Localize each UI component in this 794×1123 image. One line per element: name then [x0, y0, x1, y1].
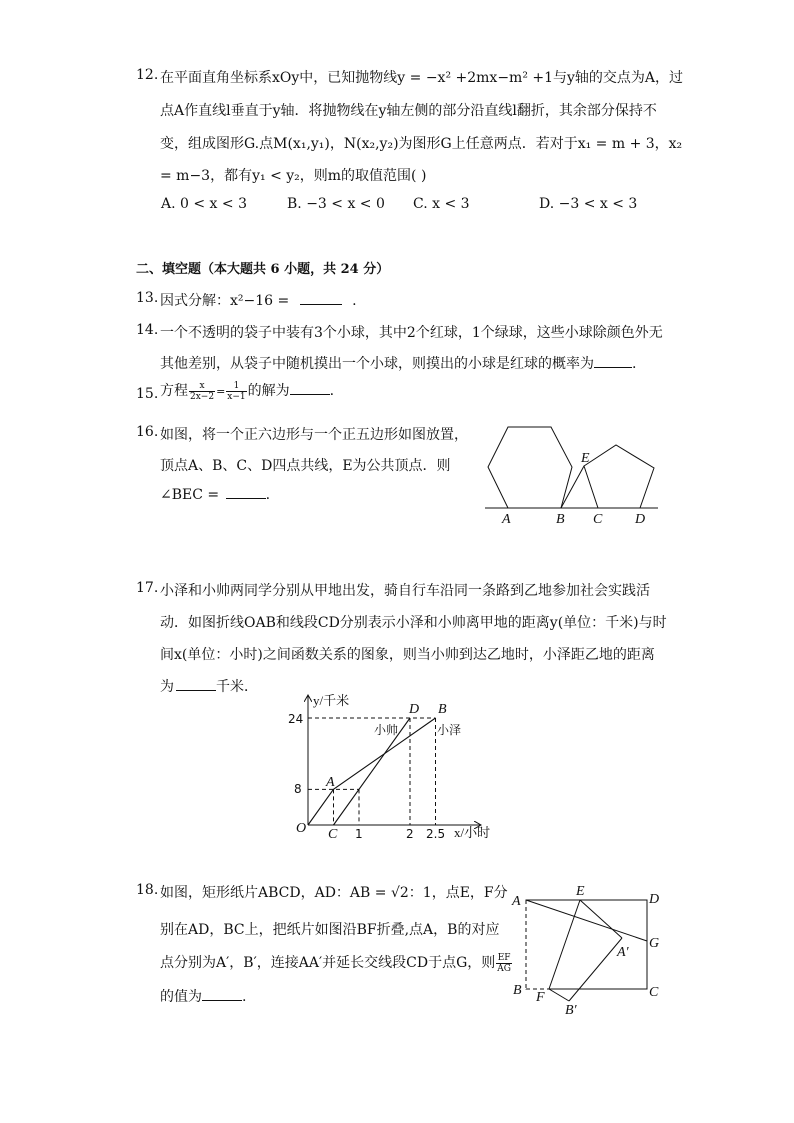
q18-line-fb-prime — [549, 989, 569, 1001]
q18-label-e: E — [576, 884, 585, 899]
q14-end: . — [632, 356, 637, 372]
q17-chart — [280, 690, 510, 845]
q18-line4 — [160, 986, 246, 1006]
q18-label-g: G — [649, 936, 660, 951]
q17-xtick-1: 1 — [355, 827, 363, 841]
q16-number: 16. — [136, 424, 159, 440]
q15-prefix: 方程 — [160, 383, 188, 399]
q18-sqrt: √2 — [390, 885, 409, 901]
q14-number: 14. — [136, 322, 159, 338]
q16-hexagon — [488, 427, 572, 508]
q16-label-e: E — [581, 451, 590, 466]
q17-line3: 间x(单位：小时)之间函数关系的图象，则当小帅到达乙地时，小泽距乙地的距离 — [160, 647, 655, 663]
q16-label-c: C — [593, 512, 603, 527]
q17-x-label: x/小时 — [454, 825, 491, 840]
q18-answer-blank[interactable] — [202, 988, 242, 1001]
q12-line2: 点A作直线l垂直于y轴．将抛物线在y轴左侧的部分沿直线l翻折，其余部分保持不 — [160, 103, 657, 119]
q18-line-ab-prime — [569, 938, 622, 1001]
section2-title: 二、填空题（本大题共 6 小题，共 24 分） — [136, 262, 390, 277]
q17-xtick-2-5: 2.5 — [426, 827, 446, 841]
q17-line4-b: 千米． — [216, 679, 258, 695]
q14-answer-blank[interactable] — [594, 355, 632, 368]
q17-point-c: C — [328, 827, 338, 842]
q16-end: . — [265, 487, 271, 503]
q12-line1: 在平面直角坐标系xOy中，已知抛物线y = −x² +2mx−m² +1与y轴的交点为A，过 — [160, 70, 684, 86]
q17-ytick-8: 8 — [294, 782, 302, 796]
q12-line4: = m−3，都有y₁ < y₂，则m的取值范围( ) — [160, 168, 427, 184]
q18-end: . — [242, 989, 247, 1005]
q12-number: 12. — [136, 67, 159, 83]
q17-line1: 小泽和小帅两同学分别从甲地出发，骑自行车沿同一条路到乙地参加社会实践活 — [160, 583, 650, 599]
q15-line — [160, 380, 334, 402]
q14-line2 — [160, 353, 636, 373]
q12-option-a: A. 0 < x < 3 — [161, 196, 247, 212]
q18-number: 18. — [136, 882, 159, 898]
q17-line4-a: 为 — [160, 679, 174, 695]
q17-y-label: y/千米 — [313, 693, 350, 708]
q15-answer-blank[interactable] — [290, 382, 330, 395]
q13-end: . — [352, 293, 357, 309]
q14-line1: 一个不透明的袋子中装有3个小球，其中2个红球，1个绿球，这些小球除颜色外无 — [160, 325, 663, 341]
q17-series-label-shuai: 小帅 — [374, 723, 399, 737]
q14-line2-text: 其他差别，从袋子中随机摸出一个小球，则摸出的小球是红球的概率为 — [160, 356, 594, 372]
q18-line3-a: 点分别为A′，B′，连接AA′并延长交线段CD于点G，则 — [160, 955, 496, 971]
q18-line2: 别在AD，BC上，把纸片如图沿BF折叠,点A，B的对应 — [160, 922, 500, 938]
q16-answer-blank[interactable] — [226, 486, 266, 499]
q16-pentagon — [584, 445, 654, 508]
q16-line2: 顶点A、B、C、D四点共线，E为公共顶点．则 — [160, 458, 451, 474]
q18-label-d: D — [649, 892, 660, 907]
q17-point-d: D — [409, 702, 420, 717]
q13-number: 13. — [136, 290, 159, 306]
q18-line3 — [160, 952, 513, 974]
q18-frac-numerator: EF — [497, 952, 511, 963]
q18-frac-denominator: AG — [497, 963, 511, 974]
q18-line-ea — [580, 900, 622, 938]
q17-series-lines — [308, 718, 436, 825]
q18-label-a: A — [512, 894, 521, 909]
q17-series-label-ze: 小泽 — [437, 723, 462, 737]
q15-frac1-denominator: 2x−2 — [190, 391, 215, 402]
q16-label-b: B — [556, 512, 565, 527]
q16-label-d: D — [635, 512, 646, 527]
q15-frac2-numerator: 1 — [226, 381, 246, 392]
q17-series-line-1 — [334, 718, 411, 825]
q17-line2: 动．如图折线OAB和线段CD分别表示小泽和小帅离甲地的距离y(单位：千米)与时 — [160, 615, 667, 631]
q15-number: 15. — [136, 386, 159, 402]
q15-end: . — [329, 383, 335, 399]
q18-line1 — [160, 882, 508, 902]
q18-label-a-prime: A′ — [617, 945, 629, 960]
q13-text: 因式分解：x²−16 = — [160, 293, 290, 309]
q15-frac1-numerator: x — [189, 381, 215, 392]
q17-point-b: B — [438, 702, 447, 717]
q16-line1: 如图，将一个正六边形与一个正五边形如图放置， — [160, 427, 468, 443]
q17-xtick-2: 2 — [406, 827, 414, 841]
q18-label-c: C — [649, 985, 659, 1000]
q17-ytick-24: 24 — [288, 712, 304, 726]
q16-label-a: A — [502, 512, 511, 527]
q15-suffix: 的解为 — [247, 383, 290, 399]
q13-answer-blank[interactable] — [300, 292, 342, 305]
q15-equals: = — [216, 385, 226, 398]
q18-line4-a: 的值为 — [160, 989, 202, 1005]
q18-figure — [505, 880, 670, 1020]
q16-figure — [482, 420, 662, 530]
q18-label-f: F — [536, 990, 545, 1005]
q17-point-a: A — [326, 775, 335, 790]
q18-label-b-prime: B′ — [565, 1003, 577, 1018]
q15-fraction-1 — [189, 381, 215, 402]
q16-edge-be — [561, 466, 584, 508]
q15-fraction-2 — [226, 381, 246, 402]
q16-angle: ∠BEC = — [160, 487, 220, 503]
q12-option-d: D. −3 < x < 3 — [539, 196, 638, 212]
q13-line — [160, 290, 357, 310]
q18-label-b: B — [513, 983, 522, 998]
q17-origin-label: O — [296, 821, 307, 836]
q18-line1-b: ：1，点E，F分 — [408, 885, 508, 901]
q18-rectangle-abcd — [526, 900, 647, 989]
q15-frac2-denominator: x−1 — [227, 391, 246, 402]
q17-answer-blank[interactable] — [176, 678, 216, 691]
q16-line3 — [160, 486, 270, 503]
q17-number: 17. — [136, 580, 159, 596]
q12-line3: 变，组成图形G.点M(x₁,y₁)，N(x₂,y₂)为图形G上任意两点．若对于x₁ = m + 3，x₂ — [160, 136, 683, 152]
q12-option-c: C. x < 3 — [413, 196, 470, 212]
q17-line4 — [160, 676, 258, 696]
q18-line1-a: 如图，矩形纸片ABCD，AD：AB = — [160, 885, 387, 901]
q12-option-b: B. −3 < x < 0 — [287, 196, 385, 212]
